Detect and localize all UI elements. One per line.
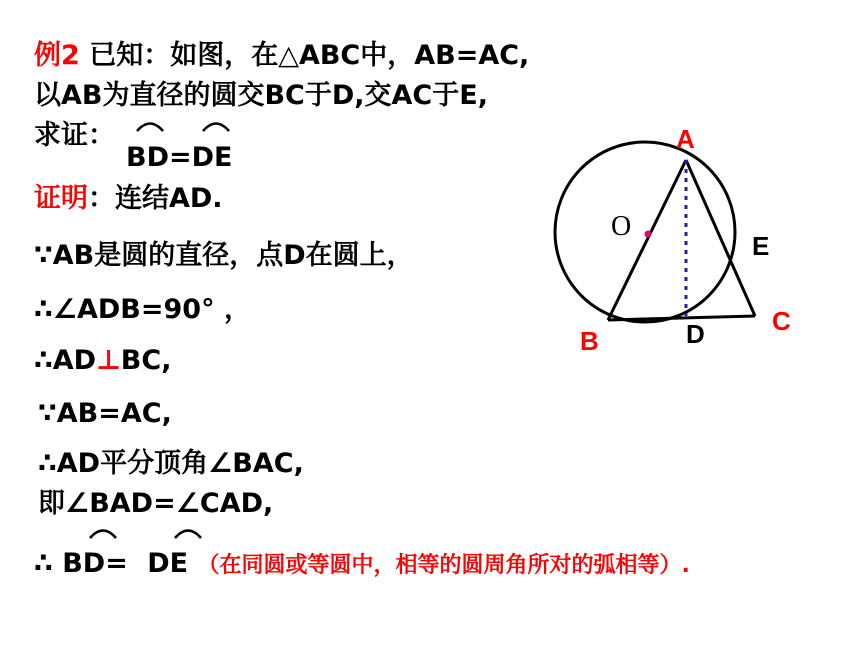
proof-step-2 xyxy=(34,294,251,326)
prove-claim xyxy=(126,142,232,174)
segment-bc xyxy=(608,316,755,320)
circle-o xyxy=(555,142,735,322)
proof-step-6-text: 即∠BAD=∠CAD, xyxy=(38,488,274,519)
arc-bd-text: BD xyxy=(62,548,106,579)
prove-line xyxy=(34,120,115,152)
arc-mark-de-bottom xyxy=(173,527,203,539)
arc-mark-bd-top xyxy=(135,120,165,132)
proof-step-2-text: ∴∠ADB=90° ， xyxy=(34,294,251,325)
given-text: 已知：如图，在△ABC中，AB=AC, xyxy=(79,40,530,71)
problem-line-2 xyxy=(34,80,488,112)
center-point xyxy=(645,231,652,238)
proof-step-1-text: ∵AB是圆的直径，点D在圆上， xyxy=(34,240,414,271)
therefore-symbol: ∴ xyxy=(34,548,63,579)
proof-step-4 xyxy=(38,398,172,430)
prove-label: 求证： xyxy=(34,120,115,151)
proof-step-4-text: ∵AB=AC, xyxy=(38,398,172,429)
label-d: D xyxy=(686,319,705,349)
reason-note: （在同圆或等圆中，相等的圆周角所对的弧相等）. xyxy=(197,553,690,578)
equals-text: = xyxy=(105,548,138,579)
given-text-2: 以AB为直径的圆交BC于D,交AC于E, xyxy=(34,80,488,111)
geometry-figure xyxy=(540,120,850,360)
proof-step-1 xyxy=(34,240,414,272)
proof-step-5-text: ∴AD平分顶角∠BAC, xyxy=(38,448,304,479)
proof-step-3 xyxy=(34,345,171,377)
proof-step-3-a: ∴AD xyxy=(34,345,97,376)
prove-claim-text: BD=DE xyxy=(126,142,233,173)
example-label: 例2 xyxy=(34,40,80,71)
problem-line-1 xyxy=(34,40,529,72)
proof-intro: ：连结AD. xyxy=(88,183,223,214)
proof-step-7 xyxy=(34,548,690,582)
label-a: A xyxy=(676,124,695,154)
proof-step-5 xyxy=(38,448,304,480)
arc-mark-de-top xyxy=(201,120,231,132)
perpendicular-symbol: ⊥ xyxy=(96,345,121,376)
arc-de-text: DE xyxy=(147,548,189,579)
proof-step-3-b: BC, xyxy=(120,345,172,376)
label-o: O xyxy=(611,211,632,242)
label-c: C xyxy=(772,306,791,336)
proof-label: 证明 xyxy=(34,183,88,214)
arc-mark-bd-bottom xyxy=(88,527,118,539)
label-b: B xyxy=(580,326,599,356)
proof-step-6 xyxy=(38,488,273,520)
proof-intro-line xyxy=(34,183,223,215)
label-e: E xyxy=(752,231,770,261)
